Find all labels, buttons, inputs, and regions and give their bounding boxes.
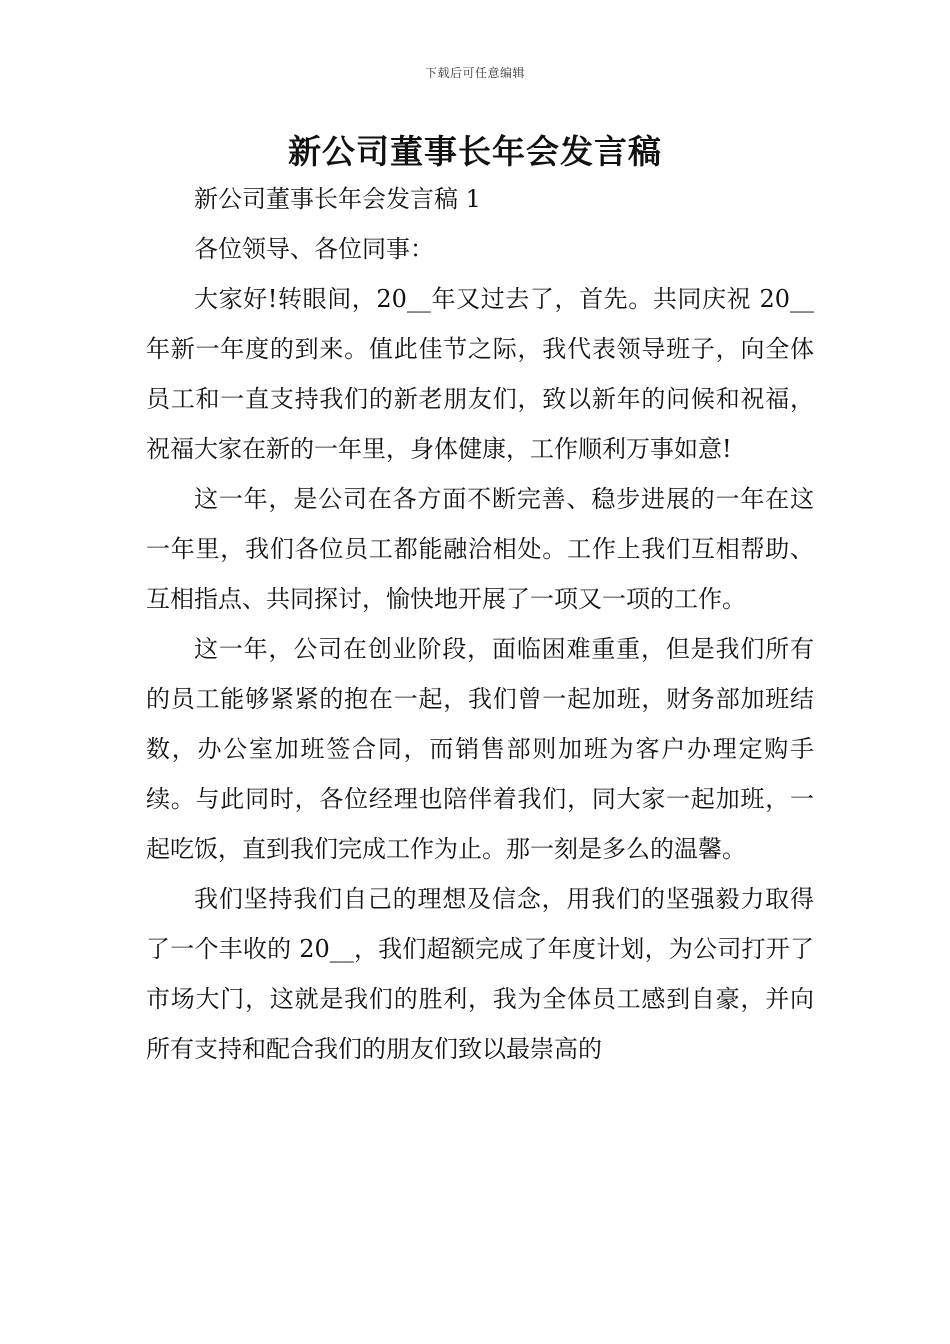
salutation: 各位领导、各位同事：	[194, 235, 434, 263]
document-title: 新公司董事长年会发言稿	[288, 132, 662, 171]
paragraph: 这一年，是公司在各方面不断完善、稳步进展的一年在这一年里，我们各位员工都能融洽相处。工作上我们互相帮助、互相指点、共同探讨，愉快地开展了一项又一项的工作。	[146, 485, 814, 613]
document-subtitle: 新公司董事长年会发言稿 1	[194, 185, 481, 213]
header-note: 下载后可任意编辑	[424, 66, 525, 80]
paragraph: 我们坚持我们自己的理想及信念，用我们的坚强毅力取得了一个丰收的 20__，我们超额完成了年度计划，为公司打开了市场大门，这就是我们的胜利，我为全体员工感到自豪，并向所有支持和配合我们的朋友们致以最崇高的	[146, 885, 814, 1063]
paragraph: 大家好!转眼间，20__年又过去了，首先。共同庆祝 20__年新一年度的到来。值此佳节之际，我代表领导班子，向全体员工和一直支持我们的新老朋友们，致以新年的问候和祝福，祝福大家在新的一年里，身体健康，工作顺利万事如意!	[146, 285, 814, 463]
document-body	[146, 174, 814, 1074]
paragraph: 这一年，公司在创业阶段，面临困难重重，但是我们所有的员工能够紧紧的抱在一起，我们曾一起加班，财务部加班结数，办公室加班签合同，而销售部则加班为客户办理定购手续。与此同时，各位经理也陪伴着我们，同大家一起加班，一起吃饭，直到我们完成工作为止。那一刻是多么的温馨。	[146, 635, 814, 863]
